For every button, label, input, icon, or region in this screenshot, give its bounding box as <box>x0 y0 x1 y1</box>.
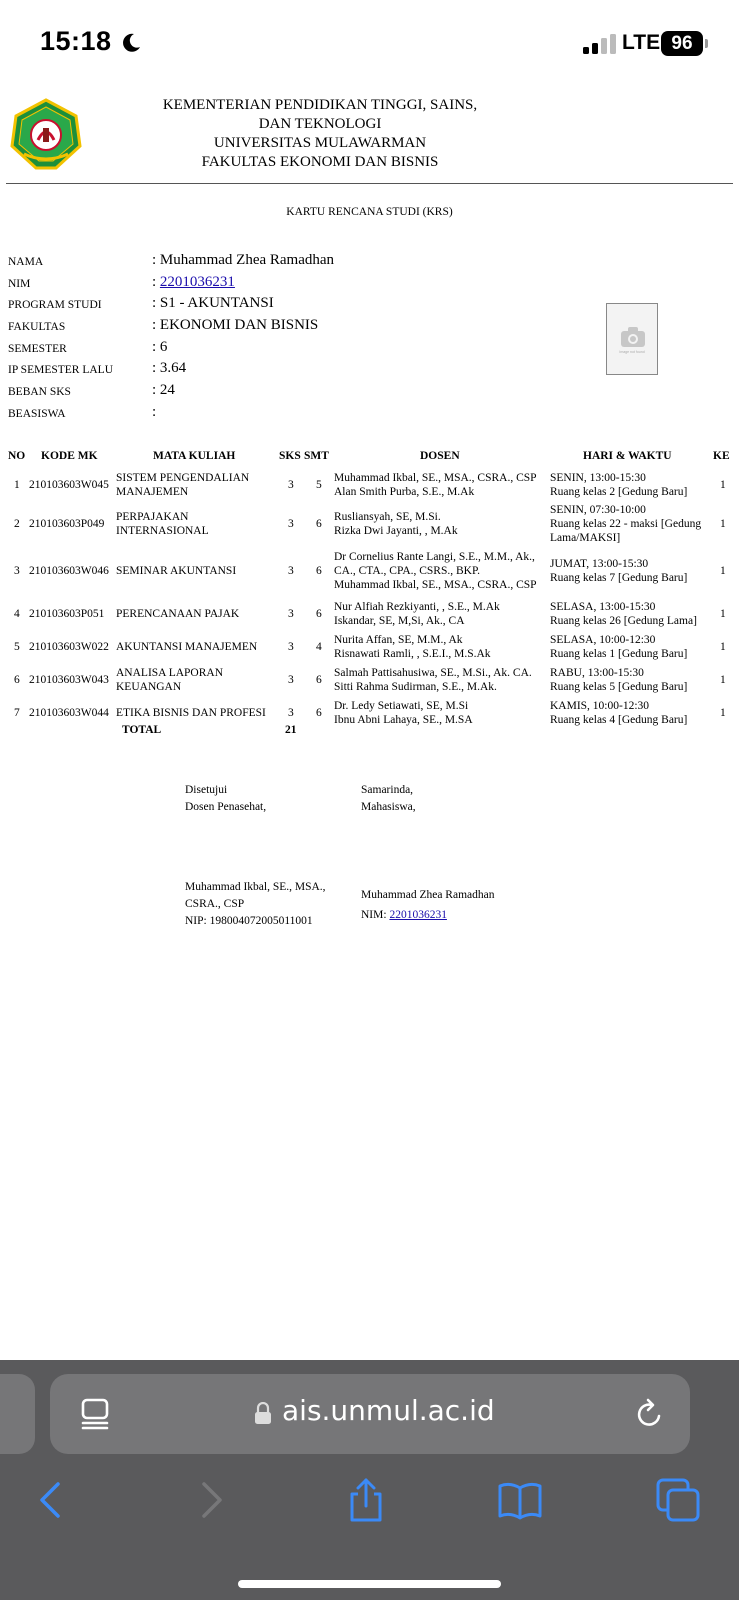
bookmarks-icon[interactable] <box>498 1478 542 1522</box>
col-header: NO <box>8 450 26 462</box>
info-label: BEASISWA <box>8 407 66 420</box>
moon-icon <box>120 32 142 54</box>
cell-kode: 210103603W044 <box>29 707 109 719</box>
info-row <box>8 360 568 382</box>
forward-icon[interactable] <box>188 1478 232 1522</box>
info-label: SEMESTER <box>8 342 67 355</box>
tabs-icon[interactable] <box>656 1478 700 1522</box>
cell-kode: 210103603P051 <box>29 608 105 620</box>
total-label: TOTAL <box>122 724 162 736</box>
dosen-line: CA., CTA., CPA., CSRS., BKP. <box>334 565 480 577</box>
cell-mk <box>116 706 284 720</box>
cell-mk <box>116 640 284 654</box>
hari-line: Ruang kelas 4 [Gedung Baru] <box>550 714 688 726</box>
page-title: KARTU RENCANA STUDI (KRS) <box>286 206 453 218</box>
cell-ke: 1 <box>720 518 726 530</box>
student-name: Muhammad Zhea Ramadhan <box>361 889 495 901</box>
nim-label: NIM: <box>361 909 390 921</box>
hari-line: SELASA, 13:00-15:30 <box>550 601 656 613</box>
status-bar <box>0 0 739 90</box>
hari-line: Ruang kelas 7 [Gedung Baru] <box>550 572 688 584</box>
mk-line: AKUNTANSI MANAJEMEN <box>116 641 258 653</box>
cell-kode: 210103603W045 <box>29 479 109 491</box>
dosen-line: Risnawati Ramli, , S.E.I., M.S.Ak <box>334 648 491 660</box>
cell-ke: 1 <box>720 479 726 491</box>
cell-smt: 5 <box>316 479 322 491</box>
header-line: KEMENTERIAN PENDIDIKAN TINGGI, SAINS, <box>162 97 478 113</box>
col-header: SKS <box>279 450 301 462</box>
cell-smt: 6 <box>316 608 322 620</box>
col-header: MATA KULIAH <box>153 450 236 462</box>
info-value: : 3.64 <box>152 360 187 377</box>
photo-placeholder-text: Image not found <box>619 350 645 354</box>
cell-hari <box>550 666 715 694</box>
back-icon[interactable] <box>30 1478 74 1522</box>
share-icon[interactable] <box>344 1478 388 1522</box>
dosen-line: Iskandar, SE, M,Si, Ak., CA <box>334 615 465 627</box>
mk-line: ETIKA BISNIS DAN PROFESI <box>116 707 266 719</box>
advisor-name: CSRA., CSP <box>185 898 245 910</box>
cell-kode: 210103603W022 <box>29 641 109 653</box>
cell-smt: 6 <box>316 518 322 530</box>
info-label: IP SEMESTER LALU <box>8 364 113 377</box>
hari-line: Ruang kelas 2 [Gedung Baru] <box>550 486 688 498</box>
dosen-line: Rusliansyah, SE, M.Si. <box>334 511 441 523</box>
info-value: : 24 <box>152 382 175 399</box>
info-label: FAKULTAS <box>8 321 66 334</box>
student-info <box>8 252 568 426</box>
status-time: 15:18 <box>40 26 112 56</box>
cell-sks: 3 <box>288 641 294 653</box>
cell-mk <box>116 471 284 499</box>
cell-hari <box>550 600 715 628</box>
mk-line: MANAJEMEN <box>116 486 189 498</box>
header-line: FAKULTAS EKONOMI DAN BISNIS <box>201 154 439 170</box>
header-line: DAN TEKNOLOGI <box>258 116 382 132</box>
info-value: : 6 <box>152 338 168 355</box>
info-label: NAMA <box>8 256 44 268</box>
hari-line: Ruang kelas 5 [Gedung Baru] <box>550 681 688 693</box>
cell-sks: 3 <box>288 565 294 577</box>
cell-mk <box>116 510 284 538</box>
info-value: : S1 - AKUNTANSI <box>152 295 274 312</box>
cell-dosen <box>334 550 550 592</box>
cell-no: 6 <box>14 674 20 686</box>
hari-line: Ruang kelas 1 [Gedung Baru] <box>550 648 688 660</box>
mk-line: PERENCANAAN PAJAK <box>116 608 240 620</box>
cell-ke: 1 <box>720 674 726 686</box>
cell-no: 3 <box>14 565 20 577</box>
info-row <box>8 252 568 274</box>
home-indicator[interactable] <box>238 1580 501 1588</box>
col-header: KODE MK <box>41 450 98 462</box>
advisor-name: Muhammad Ikbal, SE., MSA., <box>185 881 326 893</box>
cell-hari <box>550 633 715 661</box>
advisor-signature <box>185 879 326 930</box>
student-nim-link[interactable]: 2201036231 <box>389 909 447 921</box>
camera-icon <box>620 326 646 348</box>
total-sks: 21 <box>285 724 297 736</box>
cell-mk <box>116 666 284 694</box>
header-line: UNIVERSITAS MULAWARMAN <box>213 135 427 151</box>
info-row <box>8 382 568 404</box>
student-photo <box>606 303 658 375</box>
sig-line: Mahasiswa, <box>361 801 416 813</box>
cell-no: 2 <box>14 518 20 530</box>
url-text[interactable]: ais.unmul.ac.id <box>282 1394 495 1427</box>
cell-sks: 3 <box>288 479 294 491</box>
cell-smt: 6 <box>316 674 322 686</box>
mk-line: SISTEM PENGENDALIAN <box>116 472 250 484</box>
hari-line: JUMAT, 13:00-15:30 <box>550 558 649 570</box>
cell-ke: 1 <box>720 641 726 653</box>
cell-no: 7 <box>14 707 20 719</box>
cell-mk <box>116 607 284 621</box>
cell-no: 4 <box>14 608 20 620</box>
signal-icon <box>583 34 617 54</box>
info-row <box>8 295 568 317</box>
dosen-line: Nurita Affan, SE, M.M., Ak <box>334 634 463 646</box>
advisor-nip: NIP: 198004072005011001 <box>185 915 313 927</box>
dosen-line: Dr. Ledy Setiawati, SE, M.Si <box>334 700 469 712</box>
network-type: LTE <box>622 31 661 54</box>
hari-line: SELASA, 10:00-12:30 <box>550 634 656 646</box>
student-nim-line <box>361 907 495 924</box>
cell-dosen <box>334 633 550 661</box>
cell-hari <box>550 471 715 499</box>
cell-dosen <box>334 510 550 538</box>
hari-line: KAMIS, 10:00-12:30 <box>550 700 650 712</box>
info-value: : 2201036231 <box>152 273 235 290</box>
col-header: SMT <box>304 450 329 462</box>
cell-ke: 1 <box>720 608 726 620</box>
battery-tip <box>705 39 708 48</box>
dosen-line: Sitti Rahma Sudirman, S.E., M.Ak. <box>334 681 497 693</box>
hari-line: SENIN, 13:00-15:30 <box>550 472 646 484</box>
sig-line: Dosen Penasehat, <box>185 801 267 813</box>
mk-line: SEMINAR AKUNTANSI <box>116 565 237 577</box>
cell-hari <box>550 557 715 585</box>
cell-kode: 210103603P049 <box>29 518 105 530</box>
info-row <box>8 274 568 296</box>
cell-smt: 4 <box>316 641 322 653</box>
mk-line: INTERNASIONAL <box>116 525 209 537</box>
info-label: BEBAN SKS <box>8 386 71 399</box>
dosen-line: Dr Cornelius Rante Langi, S.E., M.M., Ak., <box>334 551 535 563</box>
cell-hari <box>550 503 715 545</box>
university-logo-icon <box>10 98 82 170</box>
cell-smt: 6 <box>316 565 322 577</box>
cell-dosen <box>334 471 550 499</box>
hari-line: Lama/MAKSI] <box>550 532 621 544</box>
info-row <box>8 404 568 426</box>
dosen-line: Nur Alfiah Rezkiyanti, , S.E., M.Ak <box>334 601 500 613</box>
dosen-line: Rizka Dwi Jayanti, , M.Ak <box>334 525 458 537</box>
header-divider <box>6 183 733 184</box>
cell-smt: 6 <box>316 707 322 719</box>
info-value: : Muhammad Zhea Ramadhan <box>152 252 335 268</box>
mk-line: ANALISA LAPORAN <box>116 667 224 679</box>
student-approval <box>361 782 416 816</box>
cell-dosen <box>334 666 550 694</box>
cell-dosen <box>334 600 550 628</box>
cell-sks: 3 <box>288 608 294 620</box>
hari-line: RABU, 13:00-15:30 <box>550 667 644 679</box>
hari-line: SENIN, 07:30-10:00 <box>550 504 646 516</box>
cell-ke: 1 <box>720 707 726 719</box>
info-value: : EKONOMI DAN BISNIS <box>152 317 319 334</box>
sig-line: Disetujui <box>185 784 228 796</box>
cell-sks: 3 <box>288 518 294 530</box>
info-row <box>8 317 568 339</box>
advisor-approval <box>185 782 266 816</box>
dosen-line: Alan Smith Purba, S.E., M.Ak <box>334 486 475 498</box>
dosen-line: Ibnu Abni Lahaya, SE., M.SA <box>334 714 473 726</box>
cell-dosen <box>334 699 550 727</box>
cell-kode: 210103603W043 <box>29 674 109 686</box>
address-bar[interactable] <box>50 1374 690 1454</box>
battery-icon: 96 <box>661 31 703 56</box>
reader-mode-icon[interactable] <box>80 1398 110 1430</box>
cell-hari <box>550 699 715 727</box>
mk-line: PERPAJAKAN <box>116 511 189 523</box>
cell-ke: 1 <box>720 565 726 577</box>
mk-line: KEUANGAN <box>116 681 182 693</box>
cell-sks: 3 <box>288 707 294 719</box>
browser-toolbar <box>0 1360 739 1600</box>
cell-no: 5 <box>14 641 20 653</box>
reload-icon[interactable] <box>635 1398 665 1430</box>
cell-kode: 210103603W046 <box>29 565 109 577</box>
cell-mk <box>116 564 284 578</box>
lock-icon <box>254 1402 272 1424</box>
cell-sks: 3 <box>288 674 294 686</box>
col-header: DOSEN <box>420 450 460 462</box>
info-value: : <box>152 403 157 420</box>
hari-line: Ruang kelas 26 [Gedung Lama] <box>550 615 697 627</box>
dosen-line: Salmah Pattisahusiwa, SE., M.Si., Ak. CA. <box>334 667 532 679</box>
nim-link[interactable]: 2201036231 <box>159 273 235 290</box>
student-signature <box>361 887 495 924</box>
cell-no: 1 <box>14 479 20 491</box>
institution-header <box>120 96 520 172</box>
info-label: NIM <box>8 277 31 290</box>
sig-line: Samarinda, <box>361 784 414 796</box>
hari-line: Ruang kelas 22 - maksi [Gedung <box>550 518 702 530</box>
info-label: PROGRAM STUDI <box>8 299 102 312</box>
previous-tab-preview[interactable] <box>0 1374 35 1454</box>
col-header: HARI & WAKTU <box>583 450 672 462</box>
dosen-line: Muhammad Ikbal, SE., MSA., CSRA., CSP <box>334 472 537 484</box>
dosen-line: Muhammad Ikbal, SE., MSA., CSRA., CSP <box>334 579 537 591</box>
info-row <box>8 339 568 361</box>
col-header: KE <box>713 450 730 462</box>
